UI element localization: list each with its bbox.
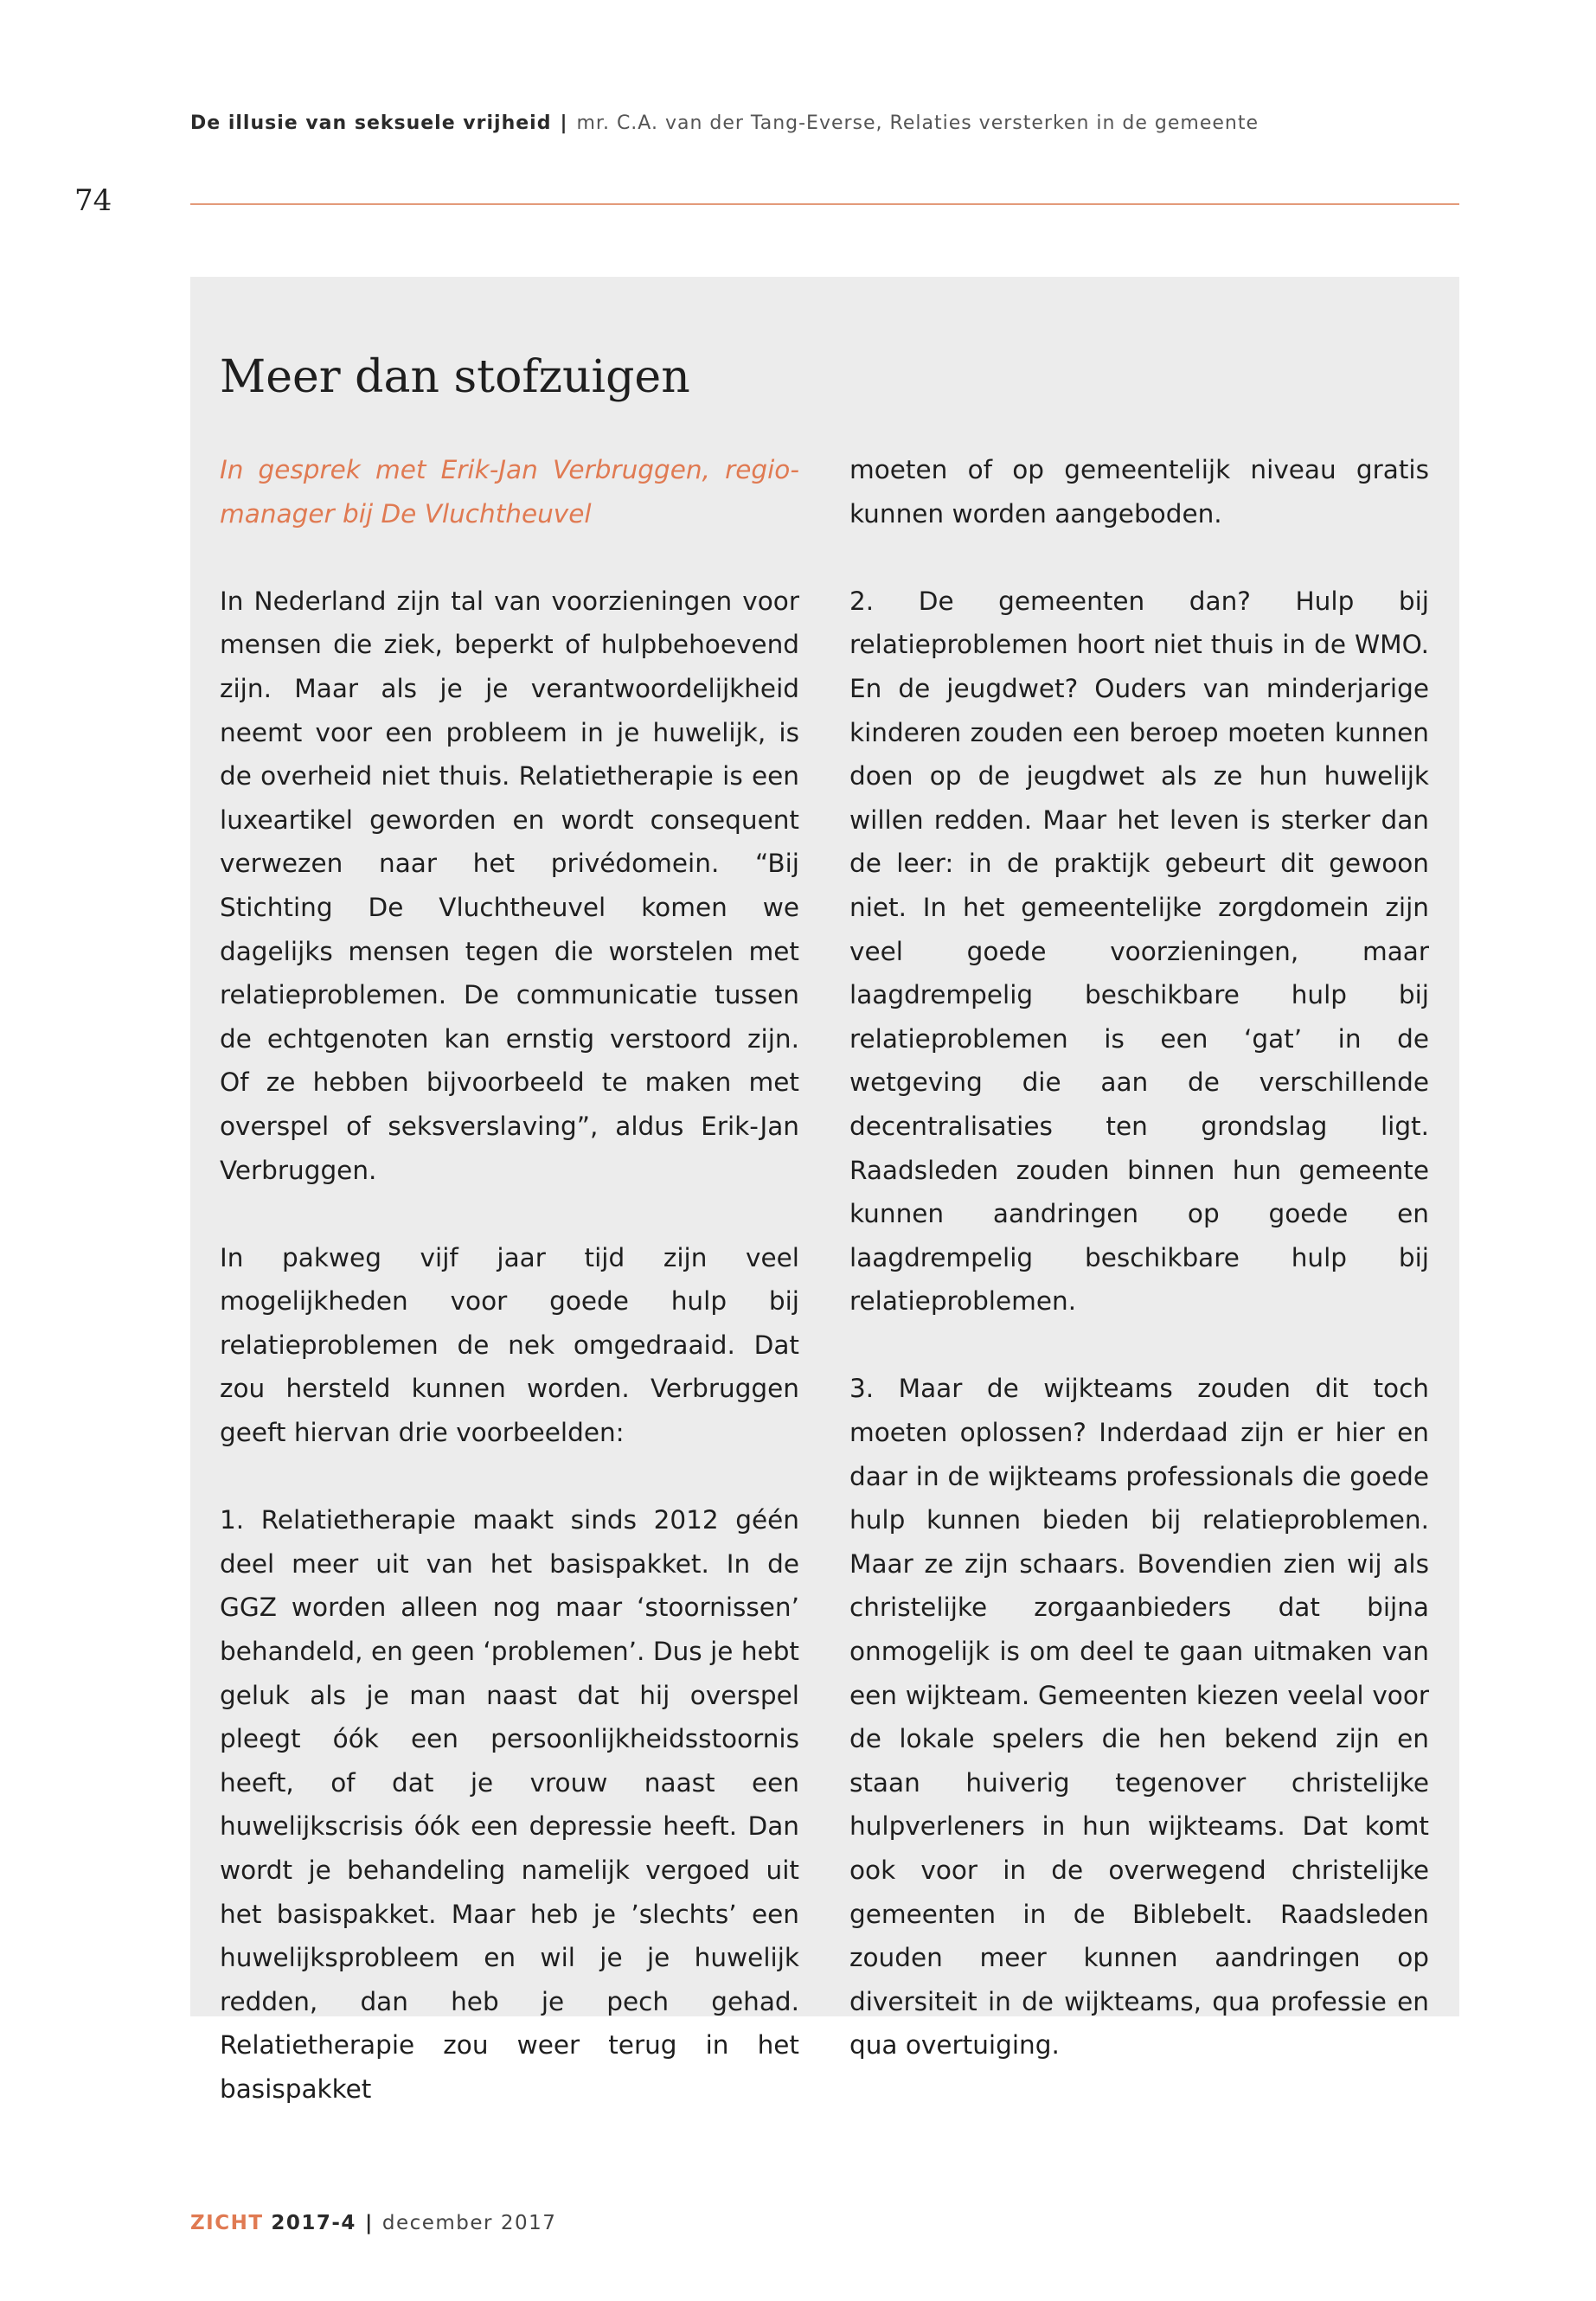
right-column	[849, 448, 1429, 2067]
footer-issue: 2017-4	[271, 2212, 356, 2234]
paragraph: 3. Maar de wijkteams zouden dit toch moeten oplossen? Inderdaad zijn er hier en daar in de wijkteams professionals die goede hulp kunnen bieden bij relatieproblemen. Maar ze zijn schaars. Bovendien zien wij als christelijke zorgaanbieders dat bijna onmogelijk is om deel te gaan uitmaken van een wijkteam. Gemeenten kiezen veelal voor de lokale spelers die hen bekend zijn en staan huiverig tegenover christelijke hulpverleners in hun wijkteams. Dat komt ook voor in de overwegend christelijke gemeenten in de Biblebelt. Raadsleden zouden meer kunnen aandringen op diversiteit in de wijkteams, qua professie en qua overtuiging.	[849, 1374, 1429, 2061]
footer-brand: ZICHT	[190, 2212, 264, 2234]
footer	[190, 2212, 556, 2234]
author-line: mr. C.A. van der Tang-Everse, Relaties versterken in de gemeente	[576, 112, 1259, 134]
footer-separator: |	[364, 2212, 374, 2234]
left-column	[220, 448, 799, 2112]
paragraph: moeten of op gemeentelijk niveau gratis kunnen worden aangeboden.	[849, 455, 1429, 529]
article-box	[190, 277, 1459, 2104]
article-title: Meer dan stofzuigen	[220, 351, 690, 403]
header-separator: |	[560, 112, 568, 134]
paragraph: 2. De gemeenten dan? Hulp bij relatieproblemen hoort niet thuis in de WMO. En de jeugdwet? Ouders van minderjarige kinderen zouden een beroep moeten kunnen doen op de jeugdwet als ze hun huwelijk willen redden. Maar het leven is sterker dan de leer: in de praktijk gebeurt dit gewoon niet. In het gemeentelijke zorgdomein zijn veel goede voorzieningen, maar laagdrempelig beschikbare hulp bij relatieproblemen is een ‘gat’ in de wetgeving die aan de verschillende decentralisaties ten grondslag ligt. Raadsleden zouden binnen hun gemeente kunnen aandringen op goede en laagdrempelig beschikbare hulp bij relatieproblemen.	[849, 586, 1429, 1317]
lead-paragraph: In gesprek met Erik-Jan Verbruggen, regio-manager bij De Vluchtheuvel	[220, 455, 799, 529]
publication-title: De illusie van seksuele vrijheid	[190, 112, 552, 134]
paragraph: In Nederland zijn tal van voorzieningen voor mensen die ziek, beperkt of hulpbehoevend zijn. Maar als je je verantwoordelijkheid neemt voor een probleem in je huwelijk, is de overheid niet thuis. Relatietherapie is een luxeartikel geworden en wordt consequent verwezen naar het privédomein. “Bij Stichting De Vluchtheuvel komen we dagelijks mensen tegen die worstelen met relatieproblemen. De communicatie tussen de echtgenoten kan ernstig verstoord zijn. Of ze hebben bijvoorbeeld te maken met overspel of seksverslaving”, aldus Erik-Jan Verbruggen.	[220, 586, 799, 1185]
paragraph: 1. Relatietherapie maakt sinds 2012 géén deel meer uit van het basispakket. In de GGZ worden alleen nog maar ‘stoornissen’ behandeld, en geen ‘problemen’. Dus je hebt geluk als je man naast dat hij overspel pleegt óók een persoonlijkheidsstoornis heeft, of dat je vrouw naast een huwelijkscrisis óók een depressie heeft. Dan wordt je behandeling namelijk vergoed uit het basispakket. Maar heb je ’slechts’ een huwelijksprobleem en wil je je huwelijk redden, dan heb je pech gehad. Relatietherapie zou weer terug in het basispakket	[220, 1505, 799, 2104]
page-number: 74	[74, 183, 112, 218]
footer-date: december 2017	[381, 2212, 557, 2234]
running-head	[190, 112, 1259, 134]
paragraph: In pakweg vijf jaar tijd zijn veel mogelijkheden voor goede hulp bij relatieproblemen de nek omgedraaid. Dat zou hersteld kunnen worden. Verbruggen geeft hiervan drie voorbeelden:	[220, 1242, 799, 1448]
header-rule	[190, 203, 1459, 205]
